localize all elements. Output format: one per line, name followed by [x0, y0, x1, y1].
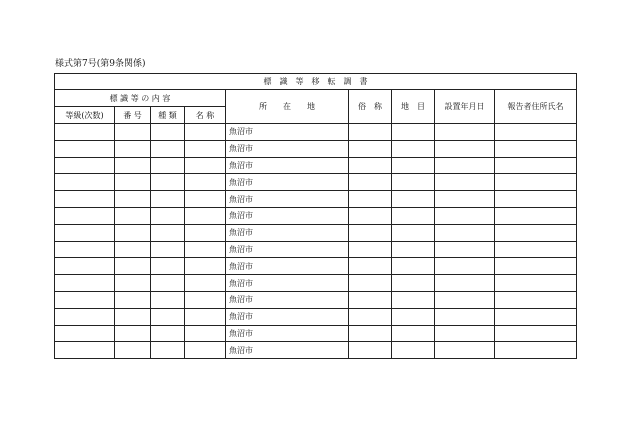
- number-cell[interactable]: [115, 275, 151, 292]
- location-cell[interactable]: 魚沼市: [226, 291, 349, 308]
- location-cell[interactable]: 魚沼市: [226, 124, 349, 141]
- header-grade: 等級(次数): [55, 107, 115, 124]
- common-name-cell[interactable]: [349, 191, 392, 208]
- number-cell[interactable]: [115, 241, 151, 258]
- install-date-cell[interactable]: [435, 124, 495, 141]
- type-cell[interactable]: [151, 191, 185, 208]
- location-cell[interactable]: 魚沼市: [226, 342, 349, 359]
- header-land-category: 地 目: [392, 90, 435, 124]
- header-number: 番 号: [115, 107, 151, 124]
- land-category-cell[interactable]: [392, 174, 435, 191]
- common-name-cell[interactable]: [349, 275, 392, 292]
- type-cell[interactable]: [151, 308, 185, 325]
- location-cell[interactable]: 魚沼市: [226, 325, 349, 342]
- reporter-cell[interactable]: [495, 342, 577, 359]
- number-cell[interactable]: [115, 342, 151, 359]
- common-name-cell[interactable]: [349, 224, 392, 241]
- name-cell[interactable]: [185, 224, 226, 241]
- name-cell[interactable]: [185, 241, 226, 258]
- grade-cell[interactable]: [55, 308, 115, 325]
- name-cell[interactable]: [185, 191, 226, 208]
- header-reporter: 報告者住所氏名: [495, 90, 577, 124]
- install-date-cell[interactable]: [435, 325, 495, 342]
- common-name-cell[interactable]: [349, 140, 392, 157]
- location-cell[interactable]: 魚沼市: [226, 275, 349, 292]
- number-cell[interactable]: [115, 325, 151, 342]
- grade-cell[interactable]: [55, 224, 115, 241]
- reporter-cell[interactable]: [495, 291, 577, 308]
- type-cell[interactable]: [151, 325, 185, 342]
- install-date-cell[interactable]: [435, 308, 495, 325]
- grade-cell[interactable]: [55, 291, 115, 308]
- land-category-cell[interactable]: [392, 308, 435, 325]
- number-cell[interactable]: [115, 224, 151, 241]
- form-label: 様式第7号(第9条関係): [55, 59, 146, 69]
- install-date-cell[interactable]: [435, 342, 495, 359]
- land-category-cell[interactable]: [392, 124, 435, 141]
- type-cell[interactable]: [151, 241, 185, 258]
- install-date-cell[interactable]: [435, 241, 495, 258]
- land-category-cell[interactable]: [392, 241, 435, 258]
- grade-cell[interactable]: [55, 325, 115, 342]
- type-cell[interactable]: [151, 275, 185, 292]
- table-row: [55, 308, 577, 325]
- reporter-cell[interactable]: [495, 275, 577, 292]
- table-row: [55, 224, 577, 241]
- land-category-cell[interactable]: [392, 207, 435, 224]
- type-cell[interactable]: [151, 224, 185, 241]
- number-cell[interactable]: [115, 157, 151, 174]
- location-cell[interactable]: 魚沼市: [226, 308, 349, 325]
- table-row: [55, 191, 577, 208]
- install-date-cell[interactable]: [435, 224, 495, 241]
- common-name-cell[interactable]: [349, 325, 392, 342]
- name-cell[interactable]: [185, 325, 226, 342]
- common-name-cell[interactable]: [349, 342, 392, 359]
- reporter-cell[interactable]: [495, 207, 577, 224]
- number-cell[interactable]: [115, 191, 151, 208]
- grade-cell[interactable]: [55, 207, 115, 224]
- name-cell[interactable]: [185, 207, 226, 224]
- table-row: [55, 325, 577, 342]
- name-cell[interactable]: [185, 124, 226, 141]
- name-cell[interactable]: [185, 157, 226, 174]
- common-name-cell[interactable]: [349, 308, 392, 325]
- table-row: [55, 140, 577, 157]
- number-cell[interactable]: [115, 124, 151, 141]
- location-cell[interactable]: 魚沼市: [226, 207, 349, 224]
- name-cell[interactable]: [185, 342, 226, 359]
- header-install-date: 設置年月日: [435, 90, 495, 124]
- table-row: [55, 275, 577, 292]
- reporter-cell[interactable]: [495, 191, 577, 208]
- install-date-cell[interactable]: [435, 275, 495, 292]
- table-row: [55, 258, 577, 275]
- location-cell[interactable]: 魚沼市: [226, 241, 349, 258]
- install-date-cell[interactable]: [435, 258, 495, 275]
- type-cell[interactable]: [151, 342, 185, 359]
- install-date-cell[interactable]: [435, 174, 495, 191]
- number-cell[interactable]: [115, 140, 151, 157]
- table-row: [55, 207, 577, 224]
- type-cell[interactable]: [151, 207, 185, 224]
- grade-cell[interactable]: [55, 191, 115, 208]
- grade-cell[interactable]: [55, 124, 115, 141]
- number-cell[interactable]: [115, 174, 151, 191]
- location-cell[interactable]: 魚沼市: [226, 174, 349, 191]
- table-row: [55, 124, 577, 141]
- land-category-cell[interactable]: [392, 325, 435, 342]
- land-category-cell[interactable]: [392, 342, 435, 359]
- reporter-cell[interactable]: [495, 174, 577, 191]
- grade-cell[interactable]: [55, 275, 115, 292]
- location-cell[interactable]: 魚沼市: [226, 258, 349, 275]
- reporter-cell[interactable]: [495, 140, 577, 157]
- name-cell[interactable]: [185, 174, 226, 191]
- table-row: [55, 157, 577, 174]
- reporter-cell[interactable]: [495, 325, 577, 342]
- header-common-name: 俗 称: [349, 90, 392, 124]
- land-category-cell[interactable]: [392, 157, 435, 174]
- header-name: 名 称: [185, 107, 226, 124]
- type-cell[interactable]: [151, 140, 185, 157]
- land-category-cell[interactable]: [392, 140, 435, 157]
- common-name-cell[interactable]: [349, 241, 392, 258]
- number-cell[interactable]: [115, 291, 151, 308]
- common-name-cell[interactable]: [349, 124, 392, 141]
- reporter-cell[interactable]: [495, 241, 577, 258]
- table-row: [55, 174, 577, 191]
- common-name-cell[interactable]: [349, 291, 392, 308]
- type-cell[interactable]: [151, 157, 185, 174]
- common-name-cell[interactable]: [349, 258, 392, 275]
- grade-cell[interactable]: [55, 258, 115, 275]
- reporter-cell[interactable]: [495, 224, 577, 241]
- type-cell[interactable]: [151, 174, 185, 191]
- table-title: 標 識 等 移 転 調 書: [55, 74, 577, 90]
- install-date-cell[interactable]: [435, 191, 495, 208]
- land-category-cell[interactable]: [392, 258, 435, 275]
- reporter-cell[interactable]: [495, 258, 577, 275]
- install-date-cell[interactable]: [435, 291, 495, 308]
- type-cell[interactable]: [151, 124, 185, 141]
- header-type: 種 類: [151, 107, 185, 124]
- land-category-cell[interactable]: [392, 224, 435, 241]
- grade-cell[interactable]: [55, 140, 115, 157]
- land-category-cell[interactable]: [392, 191, 435, 208]
- number-cell[interactable]: [115, 258, 151, 275]
- table-row: [55, 291, 577, 308]
- common-name-cell[interactable]: [349, 174, 392, 191]
- location-cell[interactable]: 魚沼市: [226, 140, 349, 157]
- header-contents-group: 標 識 等 の 内 容: [55, 90, 226, 107]
- name-cell[interactable]: [185, 291, 226, 308]
- install-date-cell[interactable]: [435, 157, 495, 174]
- common-name-cell[interactable]: [349, 157, 392, 174]
- number-cell[interactable]: [115, 308, 151, 325]
- location-cell[interactable]: 魚沼市: [226, 224, 349, 241]
- grade-cell[interactable]: [55, 157, 115, 174]
- grade-cell[interactable]: [55, 241, 115, 258]
- number-cell[interactable]: [115, 207, 151, 224]
- name-cell[interactable]: [185, 275, 226, 292]
- land-category-cell[interactable]: [392, 275, 435, 292]
- table-row: [55, 342, 577, 359]
- transfer-survey-table: [54, 73, 577, 359]
- location-cell[interactable]: 魚沼市: [226, 157, 349, 174]
- install-date-cell[interactable]: [435, 140, 495, 157]
- name-cell[interactable]: [185, 140, 226, 157]
- type-cell[interactable]: [151, 291, 185, 308]
- name-cell[interactable]: [185, 308, 226, 325]
- land-category-cell[interactable]: [392, 291, 435, 308]
- header-location: 所 在 地: [226, 90, 349, 124]
- location-cell[interactable]: 魚沼市: [226, 191, 349, 208]
- common-name-cell[interactable]: [349, 207, 392, 224]
- grade-cell[interactable]: [55, 174, 115, 191]
- type-cell[interactable]: [151, 258, 185, 275]
- grade-cell[interactable]: [55, 342, 115, 359]
- reporter-cell[interactable]: [495, 308, 577, 325]
- table-row: [55, 241, 577, 258]
- reporter-cell[interactable]: [495, 124, 577, 141]
- install-date-cell[interactable]: [435, 207, 495, 224]
- reporter-cell[interactable]: [495, 157, 577, 174]
- name-cell[interactable]: [185, 258, 226, 275]
